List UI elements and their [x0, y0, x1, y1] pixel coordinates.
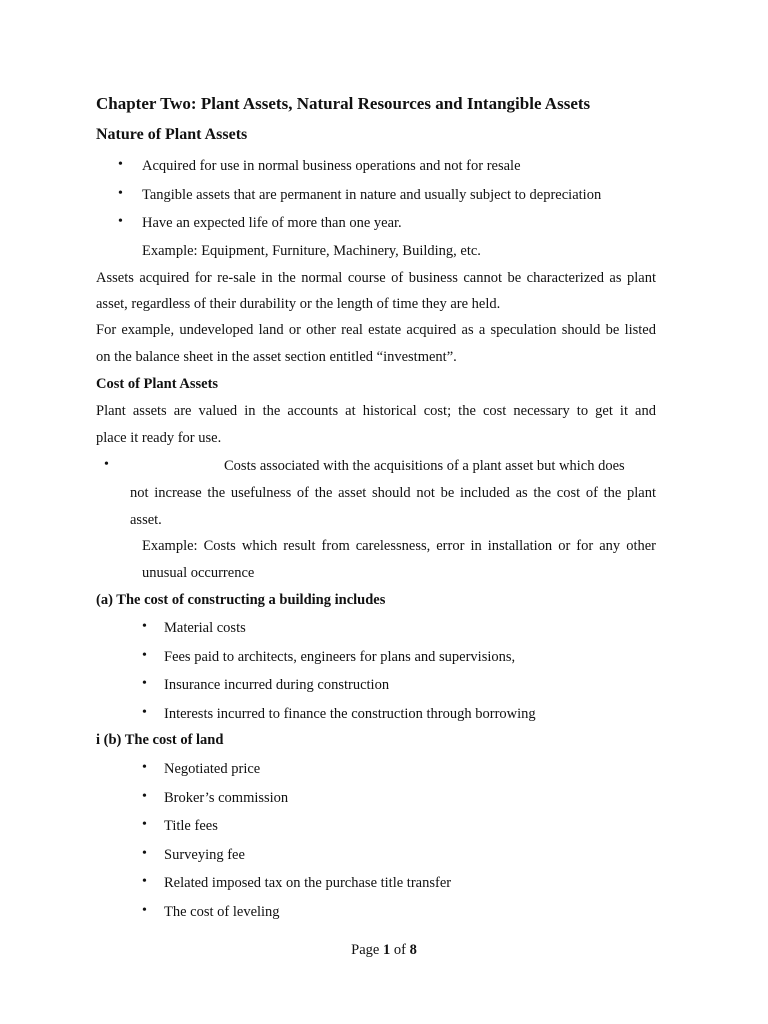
land-bullet-1: Negotiated price — [164, 761, 261, 777]
bullet-dot: • — [118, 157, 123, 172]
bullet-dot: • — [142, 648, 147, 663]
building-bullet-2: Fees paid to architects, engineers for plans and supervisions, — [164, 649, 516, 665]
land-bullet-4: Surveying fee — [164, 847, 245, 863]
land-bullet-5: Related imposed tax on the purchase title transfer — [164, 875, 452, 891]
cost-example-line: unusual occurrence — [142, 565, 255, 581]
bullet-dot: • — [118, 186, 123, 201]
building-bullet-1: Material costs — [164, 620, 246, 636]
cost-heading: Cost of Plant Assets — [96, 376, 219, 392]
current-page: 1 — [382, 942, 391, 958]
cost-bullet-line: not increase the usefulness of the asset should not be included as the cost of the plant — [130, 485, 656, 501]
land-bullet-2: Broker’s commission — [164, 790, 289, 806]
chapter-title: Chapter Two: Plant Assets, Natural Resources and Intangible Assets — [96, 94, 591, 113]
paragraph-line: place it ready for use. — [96, 430, 222, 446]
page-label: Page — [351, 942, 383, 958]
land-bullet-3: Title fees — [164, 818, 218, 834]
bullet-dot: • — [142, 705, 147, 720]
nature-bullet-1: Acquired for use in normal business operations and not for resale — [142, 158, 521, 174]
bullet-dot: • — [104, 457, 109, 472]
building-bullet-4: Interests incurred to finance the construction through borrowing — [164, 706, 536, 722]
land-bullet-6: The cost of leveling — [164, 904, 280, 920]
nature-bullet-2: Tangible assets that are permanent in nature and usually subject to depreciation — [142, 187, 602, 203]
paragraph-line: asset, regardless of their durability or the length of time they are held. — [96, 296, 501, 312]
paragraph-line: For example, undeveloped land or other real estate acquired as a speculation should be listed — [96, 322, 656, 338]
nature-heading: Nature of Plant Assets — [96, 126, 248, 143]
paragraph-line: Assets acquired for re-sale in the normal course of business cannot be characterized as plant — [96, 270, 656, 286]
page-of-label: of — [390, 942, 410, 958]
paragraph-line: on the balance sheet in the asset section entitled “investment”. — [96, 349, 457, 365]
building-bullet-3: Insurance incurred during construction — [164, 677, 390, 693]
cost-bullet-line: asset. — [130, 512, 162, 528]
nature-example: Example: Equipment, Furniture, Machinery, Building, etc. — [142, 243, 481, 259]
paragraph-line: Plant assets are valued in the accounts at historical cost; the cost necessary to get it and — [96, 403, 656, 419]
cost-bullet-line: Costs associated with the acquisitions of a plant asset but which does — [224, 458, 625, 474]
bullet-dot: • — [142, 619, 147, 634]
total-pages: 8 — [409, 942, 417, 958]
building-heading: (a) The cost of constructing a building includes — [96, 592, 386, 608]
bullet-dot: • — [142, 789, 147, 804]
bullet-dot: • — [142, 874, 147, 889]
page-number-footer — [0, 942, 768, 959]
bullet-dot: • — [142, 760, 147, 775]
bullet-dot: • — [142, 846, 147, 861]
nature-bullet-3: Have an expected life of more than one year. — [142, 215, 402, 231]
land-heading: i (b) The cost of land — [96, 732, 224, 748]
cost-example-line: Example: Costs which result from carelessness, error in installation or for any other — [142, 538, 656, 554]
bullet-dot: • — [142, 903, 147, 918]
bullet-dot: • — [142, 676, 147, 691]
bullet-dot: • — [142, 817, 147, 832]
bullet-dot: • — [118, 214, 123, 229]
